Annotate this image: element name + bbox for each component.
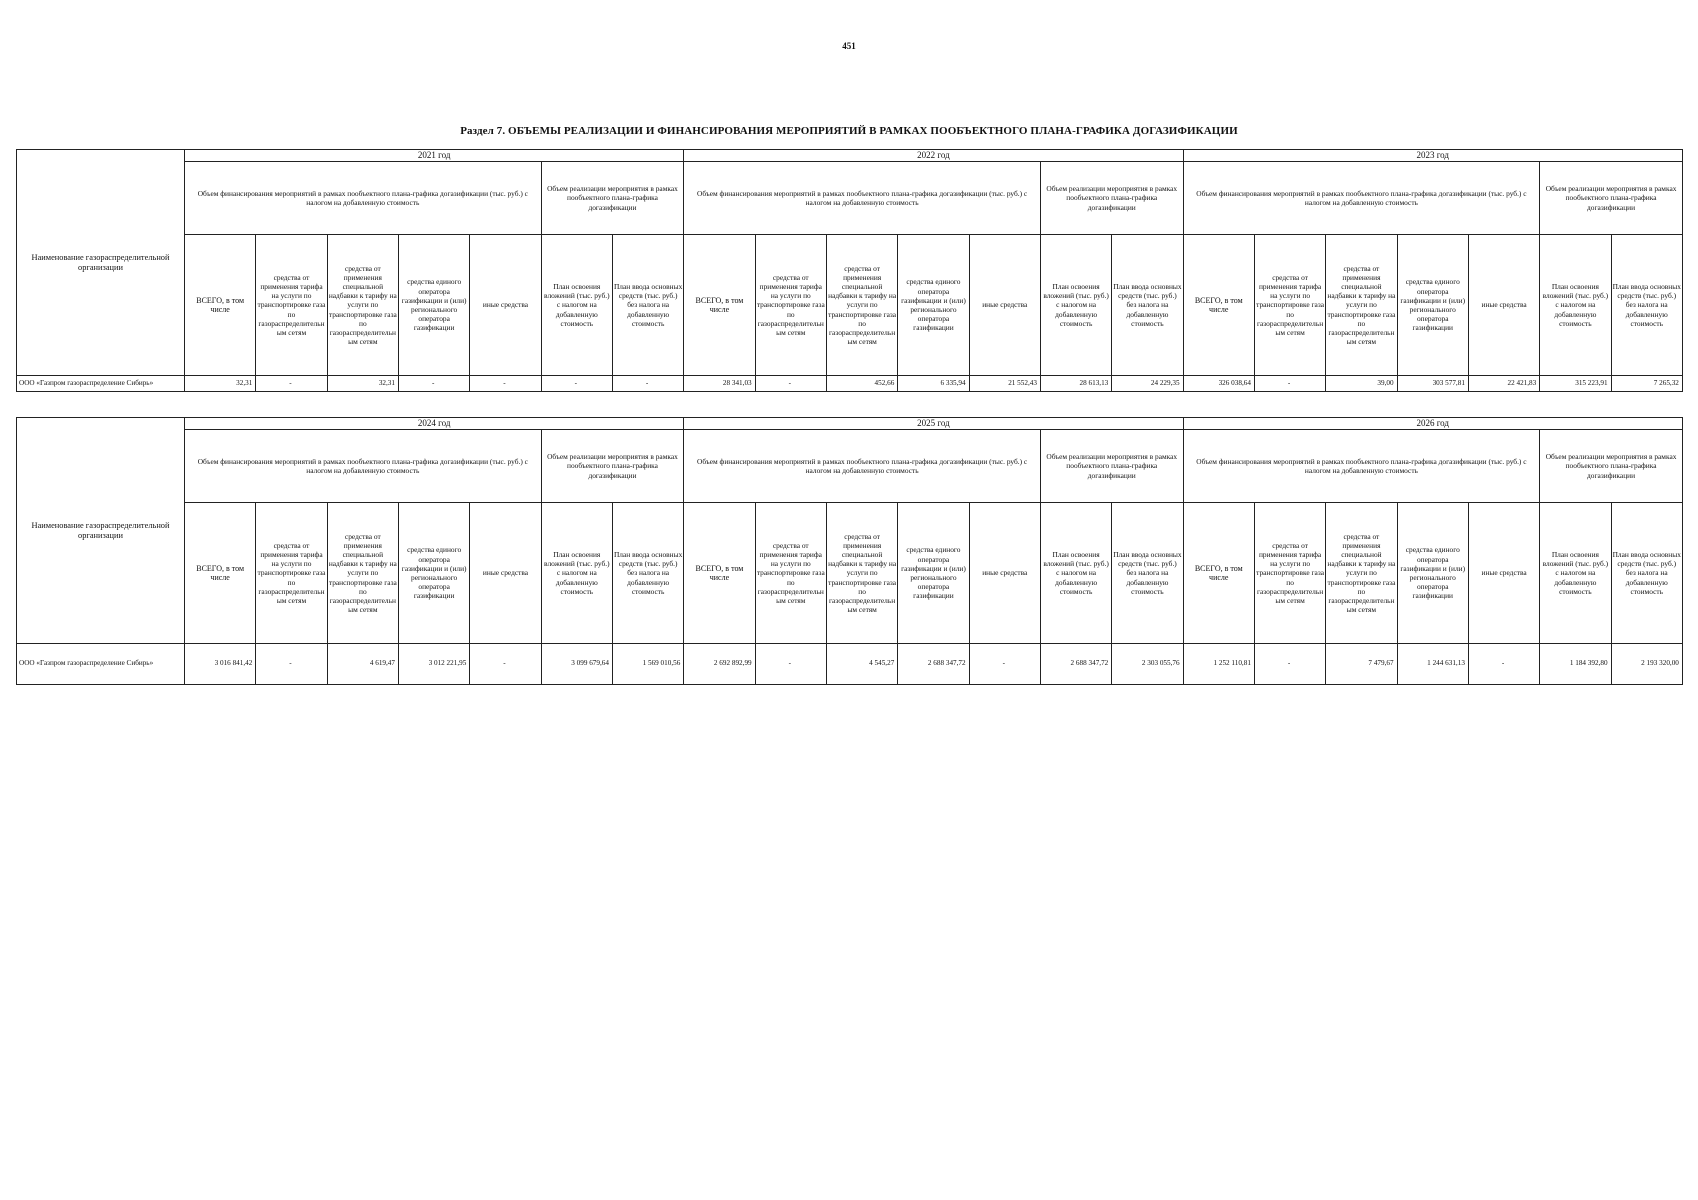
col-surcharge-header: средства от применения специальной надбавки к тарифу на услуги по транспортировке газа по газораспределительным сетям [1326, 235, 1397, 376]
value-total-cell: 326 038,64 [1183, 376, 1254, 392]
col-invest-header: План освоения вложений (тыс. руб.) с налогом на добавленную стоимость [1540, 235, 1611, 376]
financing-group-header: Объем финансирования мероприятий в рамках пообъектного плана-графика догазификации (тыс. руб.) с налогом на добавленную стоимость [185, 430, 542, 503]
value-other-cell: - [470, 644, 541, 685]
value-operator-cell: 2 688 347,72 [898, 644, 969, 685]
col-fixed-header: План ввода основных средств (тыс. руб.) без налога на добавленную стоимость [1611, 235, 1682, 376]
value-fixed-cell: 2 303 055,76 [1112, 644, 1183, 685]
value-surcharge-cell: 32,31 [327, 376, 398, 392]
col-tariff-header: средства от применения тарифа на услуги по транспортировке газа по газораспределительным сетям [755, 503, 826, 644]
year-header: 2024 год [185, 418, 684, 430]
col-fixed-header: План ввода основных средств (тыс. руб.) без налога на добавленную стоимость [1112, 503, 1183, 644]
value-tariff-cell: - [1254, 376, 1325, 392]
col-fixed-header: План ввода основных средств (тыс. руб.) без налога на добавленную стоимость [612, 235, 683, 376]
value-tariff-cell: - [256, 644, 327, 685]
value-total-cell: 28 341,03 [684, 376, 755, 392]
col-other-header: иные средства [470, 235, 541, 376]
value-fixed-cell: 24 229,35 [1112, 376, 1183, 392]
page-number: 451 [842, 41, 856, 51]
value-fixed-cell: 1 569 010,56 [612, 644, 683, 685]
value-surcharge-cell: 7 479,67 [1326, 644, 1397, 685]
value-other-cell: - [470, 376, 541, 392]
financing-group-header: Объем финансирования мероприятий в рамках пообъектного плана-графика догазификации (тыс. руб.) с налогом на добавленную стоимость [185, 162, 542, 235]
col-surcharge-header: средства от применения специальной надбавки к тарифу на услуги по транспортировке газа по газораспределительным сетям [826, 235, 897, 376]
col-operator-header: средства единого оператора газификации и (или) регионального оператора газификации [1397, 503, 1468, 644]
col-invest-header: План освоения вложений (тыс. руб.) с налогом на добавленную стоимость [541, 235, 612, 376]
year-header: 2025 год [684, 418, 1183, 430]
realization-group-header: Объем реализации мероприятия в рамках пообъектного плана-графика догазификации [1040, 430, 1183, 503]
financing-table-2021-2023 [16, 149, 1683, 392]
value-tariff-cell: - [256, 376, 327, 392]
value-operator-cell: - [398, 376, 469, 392]
value-other-cell: 22 421,83 [1468, 376, 1539, 392]
year-header-row [17, 418, 1683, 430]
value-tariff-cell: - [1254, 644, 1325, 685]
table-row [17, 376, 1683, 392]
year-header: 2026 год [1183, 418, 1682, 430]
col-total-header: ВСЕГО, в том числе [1183, 503, 1254, 644]
col-operator-header: средства единого оператора газификации и (или) регионального оператора газификации [398, 503, 469, 644]
group-header-row [17, 162, 1683, 235]
org-name-cell: ООО «Газпром газораспределение Сибирь» [17, 376, 185, 392]
financing-group-header: Объем финансирования мероприятий в рамках пообъектного плана-графика догазификации (тыс. руб.) с налогом на добавленную стоимость [1183, 430, 1540, 503]
col-total-header: ВСЕГО, в том числе [185, 235, 256, 376]
section-title: Раздел 7. ОБЪЕМЫ РЕАЛИЗАЦИИ И ФИНАНСИРОВАНИЯ МЕРОПРИЯТИЙ В РАМКАХ ПООБЪЕКТНОГО ПЛАНА-ГРАФИКА ДОГАЗИФИКАЦИИ [460, 125, 1238, 137]
value-tariff-cell: - [755, 644, 826, 685]
value-invest-cell: 1 184 392,80 [1540, 644, 1611, 685]
org-name-header: Наименование газораспределительной организации [17, 150, 185, 376]
col-tariff-header: средства от применения тарифа на услуги по транспортировке газа по газораспределительным сетям [755, 235, 826, 376]
col-total-header: ВСЕГО, в том числе [684, 503, 755, 644]
col-fixed-header: План ввода основных средств (тыс. руб.) без налога на добавленную стоимость [612, 503, 683, 644]
col-invest-header: План освоения вложений (тыс. руб.) с налогом на добавленную стоимость [541, 503, 612, 644]
value-operator-cell: 3 012 221,95 [398, 644, 469, 685]
value-other-cell: - [969, 644, 1040, 685]
col-tariff-header: средства от применения тарифа на услуги по транспортировке газа по газораспределительным сетям [1254, 503, 1325, 644]
col-other-header: иные средства [470, 503, 541, 644]
value-invest-cell: 2 688 347,72 [1040, 644, 1111, 685]
col-fixed-header: План ввода основных средств (тыс. руб.) без налога на добавленную стоимость [1112, 235, 1183, 376]
year-header: 2021 год [185, 150, 684, 162]
org-name-header: Наименование газораспределительной организации [17, 418, 185, 644]
org-name-cell: ООО «Газпром газораспределение Сибирь» [17, 644, 185, 685]
realization-group-header: Объем реализации мероприятия в рамках пообъектного плана-графика догазификации [1540, 162, 1683, 235]
table-row [17, 644, 1683, 685]
col-total-header: ВСЕГО, в том числе [1183, 235, 1254, 376]
value-operator-cell: 6 335,94 [898, 376, 969, 392]
col-invest-header: План освоения вложений (тыс. руб.) с налогом на добавленную стоимость [1040, 235, 1111, 376]
col-invest-header: План освоения вложений (тыс. руб.) с налогом на добавленную стоимость [1540, 503, 1611, 644]
col-surcharge-header: средства от применения специальной надбавки к тарифу на услуги по транспортировке газа по газораспределительным сетям [826, 503, 897, 644]
value-fixed-cell: - [612, 376, 683, 392]
col-tariff-header: средства от применения тарифа на услуги по транспортировке газа по газораспределительным сетям [256, 503, 327, 644]
value-operator-cell: 1 244 631,13 [1397, 644, 1468, 685]
col-surcharge-header: средства от применения специальной надбавки к тарифу на услуги по транспортировке газа по газораспределительным сетям [327, 503, 398, 644]
value-operator-cell: 303 577,81 [1397, 376, 1468, 392]
value-fixed-cell: 2 193 320,00 [1611, 644, 1682, 685]
col-other-header: иные средства [969, 235, 1040, 376]
financing-group-header: Объем финансирования мероприятий в рамках пообъектного плана-графика догазификации (тыс. руб.) с налогом на добавленную стоимость [684, 162, 1041, 235]
value-surcharge-cell: 4 545,27 [826, 644, 897, 685]
value-surcharge-cell: 39,00 [1326, 376, 1397, 392]
year-header-row [17, 150, 1683, 162]
value-surcharge-cell: 4 619,47 [327, 644, 398, 685]
col-operator-header: средства единого оператора газификации и (или) регионального оператора газификации [898, 235, 969, 376]
financing-group-header: Объем финансирования мероприятий в рамках пообъектного плана-графика догазификации (тыс. руб.) с налогом на добавленную стоимость [684, 430, 1041, 503]
col-operator-header: средства единого оператора газификации и (или) регионального оператора газификации [398, 235, 469, 376]
col-surcharge-header: средства от применения специальной надбавки к тарифу на услуги по транспортировке газа по газораспределительным сетям [1326, 503, 1397, 644]
col-other-header: иные средства [1468, 503, 1539, 644]
value-fixed-cell: 7 265,32 [1611, 376, 1682, 392]
value-total-cell: 32,31 [185, 376, 256, 392]
col-operator-header: средства единого оператора газификации и (или) регионального оператора газификации [1397, 235, 1468, 376]
col-total-header: ВСЕГО, в том числе [684, 235, 755, 376]
col-invest-header: План освоения вложений (тыс. руб.) с налогом на добавленную стоимость [1040, 503, 1111, 644]
value-total-cell: 2 692 892,99 [684, 644, 755, 685]
col-other-header: иные средства [969, 503, 1040, 644]
col-surcharge-header: средства от применения специальной надбавки к тарифу на услуги по транспортировке газа по газораспределительным сетям [327, 235, 398, 376]
realization-group-header: Объем реализации мероприятия в рамках пообъектного плана-графика догазификации [541, 162, 684, 235]
col-tariff-header: средства от применения тарифа на услуги по транспортировке газа по газораспределительным сетям [256, 235, 327, 376]
year-header: 2022 год [684, 150, 1183, 162]
value-other-cell: - [1468, 644, 1539, 685]
col-operator-header: средства единого оператора газификации и (или) регионального оператора газификации [898, 503, 969, 644]
value-total-cell: 3 016 841,42 [185, 644, 256, 685]
realization-group-header: Объем реализации мероприятия в рамках пообъектного плана-графика догазификации [1540, 430, 1683, 503]
value-total-cell: 1 252 110,81 [1183, 644, 1254, 685]
financing-group-header: Объем финансирования мероприятий в рамках пообъектного плана-графика догазификации (тыс. руб.) с налогом на добавленную стоимость [1183, 162, 1540, 235]
value-tariff-cell: - [755, 376, 826, 392]
col-fixed-header: План ввода основных средств (тыс. руб.) без налога на добавленную стоимость [1611, 503, 1682, 644]
col-tariff-header: средства от применения тарифа на услуги по транспортировке газа по газораспределительным сетям [1254, 235, 1325, 376]
value-other-cell: 21 552,43 [969, 376, 1040, 392]
year-header: 2023 год [1183, 150, 1682, 162]
financing-table-2024-2026 [16, 417, 1683, 685]
column-header-row [17, 503, 1683, 644]
value-invest-cell: 3 099 679,64 [541, 644, 612, 685]
value-invest-cell: - [541, 376, 612, 392]
value-invest-cell: 315 223,91 [1540, 376, 1611, 392]
value-invest-cell: 28 613,13 [1040, 376, 1111, 392]
value-surcharge-cell: 452,66 [826, 376, 897, 392]
col-total-header: ВСЕГО, в том числе [185, 503, 256, 644]
column-header-row [17, 235, 1683, 376]
group-header-row [17, 430, 1683, 503]
realization-group-header: Объем реализации мероприятия в рамках пообъектного плана-графика догазификации [1040, 162, 1183, 235]
realization-group-header: Объем реализации мероприятия в рамках пообъектного плана-графика догазификации [541, 430, 684, 503]
col-other-header: иные средства [1468, 235, 1539, 376]
